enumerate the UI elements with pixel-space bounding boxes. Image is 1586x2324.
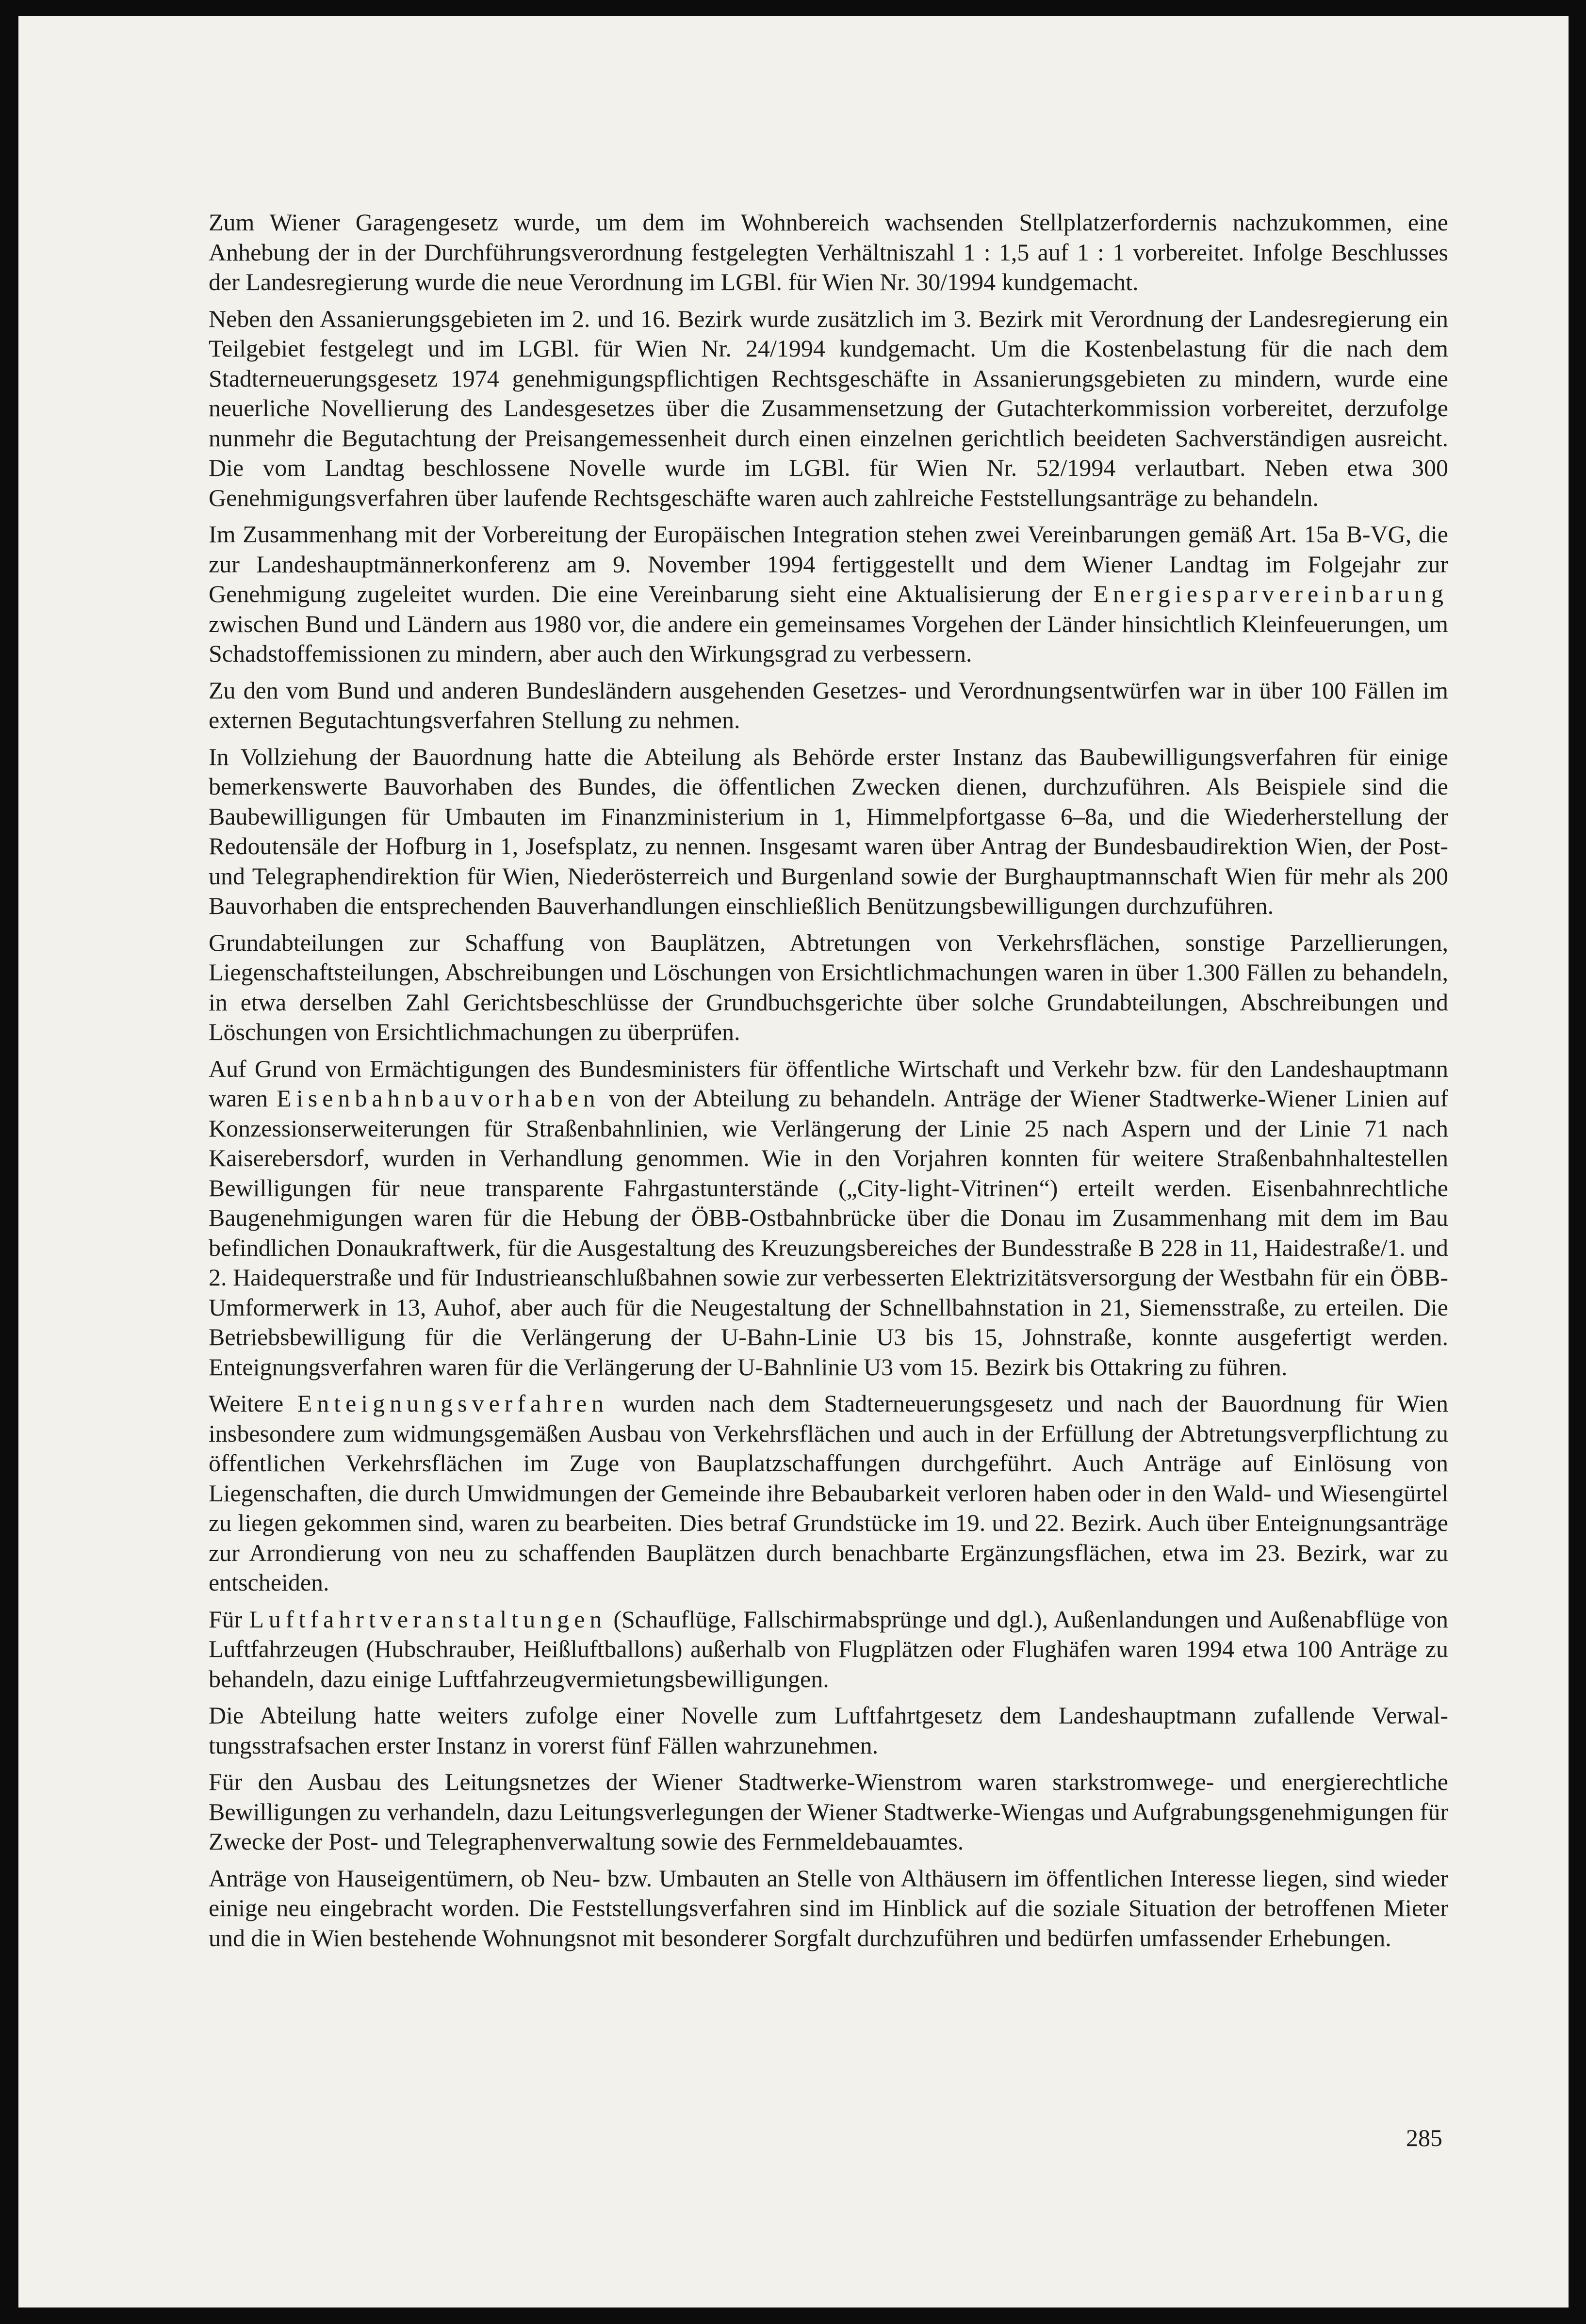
paragraph-eisenbahnbauvorhaben [209, 1054, 1448, 1382]
paragraph-begutachtung: Zu den vom Bund und anderen Bundesländern ausgehenden Gesetzes- und Verordnungsentwürfen war in über 100 Fällen im externen Begutachtungsverfahren Stellung zu nehmen. [209, 676, 1448, 733]
paragraph-hauseigentuemer: Anträge von Hauseigentümern, ob Neu- bzw. Umbauten an Stelle von Althäusern im öffentlichen Interesse liegen, sind wieder einige neu eingebracht worden. Die Feststellungsverfahren sind im Hinblick auf die soziale Situation der betroffenen Mieter und die in Wien bestehende Wohnungsnot mit besonderer Sorgfalt durchzuführen und bedürfen umfassender Erhebungen. [209, 1864, 1448, 1951]
spaced-emphasis: Luftfahrtveranstaltungen [249, 1605, 607, 1633]
paragraph-text: Für [209, 1605, 249, 1633]
spaced-emphasis: Energiesparvereinbarung [1093, 580, 1448, 607]
paragraph-assanierungsgebiete: Neben den Assanierungsgebieten im 2. und 16. Bezirk wurde zusätzlich im 3. Bezirk mit Verordnung der Landesregierung ein Teilgebiet festgelegt und im LGBl. für Wien Nr. 24/1994 kundgemacht. Um die Kostenbelastung für die nach dem Stadterneuerungsgesetz 1974 genehmigungspflichtigen Rechtsgeschäfte in Assanierungsgebieten zu mindern, wurde eine neuerliche Novellierung des Landesgesetzes über die Zusammensetzung der Gutachterkommission vorbereitet, derzufolge nunmehr die Begutachtung der Preisangemessenheit durch einen einzelnen gerichtlich beeideten Sachverständigen ausreicht. Die vom Landtag beschlossene Novelle wurde im LGBl. für Wien Nr. 52/1994 verlautbart. Neben etwa 300 Genehmigungsverfahren über laufende Rechtsgeschäfte waren auch zahlreiche Feststellungsanträge zu behandeln. [209, 305, 1448, 511]
spaced-emphasis: Enteignungsverfahren [297, 1390, 609, 1417]
paragraph-luftfahrtveranstaltungen [209, 1605, 1448, 1694]
paragraph-text: zwischen Bund und Ländern aus 1980 vor, die andere ein gemeinsames Vorgehen der Länder hinsichtlich Kleinfeuerungen, um Schadstoffemissionen zu mindern, aber auch den Wirkungsgrad zu verbessern. [209, 610, 1448, 667]
paragraph-leitungsnetz: Für den Ausbau des Leitungsnetzes der Wiener Stadtwerke-Wienstrom waren starkstromwege- und energierechtliche Bewilligungen zu verhandeln, dazu Leitungsverlegungen der Wiener Stadtwerke-Wiengas und Aufgrabungsgenehmigungen für Zwecke der Post- und Telegraphenverwaltung sowie des Fernmeldebauamtes. [209, 1768, 1448, 1855]
page-number: 285 [1406, 2124, 1442, 2151]
paragraph-text: wurden nach dem Stadterneuerungsgesetz und nach der Bauordnung für Wien insbesondere zum widmungsgemäßen Ausbau von Verkehrsflächen und auch in der Erfüllung der Abtretungsverpflichtung zu öffentlichen Verkehrsflächen im Zuge von Bauplatzschaffungen durchgeführt. Auch Anträge auf Einlösung von Liegenschaften, die durch Umwidmungen der Gemeinde ihre Bebaubarkeit verloren haben oder in den Wald- und Wiesengürtel zu liegen gekommen sind, waren zu bearbeiten. Dies betraf Grundstücke im 19. und 22. Bezirk. Auch über Enteignungsanträge zur Arrondierung von neu zu schaffenden Bauplätzen durch benachbarte Ergänzungsflächen, etwa im 23. Bezirk, war zu entscheiden. [209, 1390, 1449, 1596]
paragraph-text: (Schauflüge, Fallschirmabsprünge und dgl.), Außenlandungen und Außenabflüge von Luftfahrzeugen (Hubschrauber, Heißluftballons) außerhalb von Flugplätzen oder Flughäfen waren 1994 etwa 100 Anträge zu behandeln, dazu einige Luftfahrzeugvermietungsbewilligungen. [209, 1605, 1448, 1692]
paragraph-enteignungsverfahren [209, 1389, 1448, 1598]
document-page [18, 16, 1569, 2308]
paragraph-europaeische-integration [209, 520, 1448, 669]
paragraph-garagengesetz: Zum Wiener Garagengesetz wurde, um dem im Wohnbereich wachsenden Stellplatzerfordernis nachzukommen, eine Anhebung der in der Durchführungsverordnung festgelegten Verhältniszahl 1 : 1,5 auf 1 : 1 vorbereitet. Infolge Beschlusses der Landesregierung wurde die neue Verordnung im LGBl. für Wien Nr. 30/1994 kundgemacht. [209, 209, 1448, 295]
paragraph-text: Auf Grund von Ermächtigungen des Bundesministers für öffentliche Wirtschaft und Verkehr bzw. für den Landeshauptmann waren [209, 1055, 1448, 1112]
paragraph-text: von der Abteilung zu behandeln. Anträge der Wiener Stadtwerke-Wiener Linien auf Konzessionserweiterungen für Straßenbahnlinien, wie Verlängerung der Linie 25 nach Aspern und der Linie 71 nach Kaiserebersdorf, wurden in Verhandlung genommen. Wie in den Vorjahren konnten für weitere Straßenbahnhaltestellen Bewilligungen für neue transparente Fahrgastunterstände („City-light-Vitrinen“) erteilt werden. Eisenbahnrechtliche Baugenehmigungen waren für die Hebung der ÖBB-Ostbahnbrücke über die Donau im Zusammenhang mit dem im Bau befindlichen Donaukraftwerk, für die Ausgestaltung des Kreuzungsbereiches der Bundesstraße B 228 in 11, Haidestraße/1. und 2. Haidequerstraße und für Industrieanschlußbahnen sowie zur verbesserten Elektrizitätsversorgung der Westbahn für ein ÖBB-Umformerwerk in 13, Auhof, aber auch für die Neugestaltung der Schnellbahnstation in 21, Siemensstraße, zu erteilen. Die Betriebsbewilligung für die Verlängerung der U-Bahn-Linie U3 bis 15, Johnstraße, konnte ausgefertigt werden. Enteignungsverfahren waren für die Verlängerung der U-Bahnlinie U3 vom 15. Bezirk bis Ottakring zu führen. [209, 1085, 1448, 1381]
paragraph-text: Im Zusammenhang mit der Vorbereitung der Europäischen Integration stehen zwei Vereinbarungen gemäß Art. 15a B-VG, die zur Landeshauptmännerkonferenz am 9. November 1994 fertiggestellt und dem Wiener Landtag im Folgejahr zur Genehmigung zugeleitet wurden. Die eine Vereinbarung sieht eine Aktualisierung der [209, 520, 1448, 607]
paragraph-text: Weitere [209, 1390, 297, 1417]
paragraph-bauordnung: In Vollziehung der Bauordnung hatte die Abteilung als Behörde erster Instanz das Baubewilligungsverfahren für einige bemerkenswerte Bauvorhaben des Bundes, die öffentlichen Zwecken dienen, durchzuführen. Als Beispiele sind die Baubewilligungen für Umbauten im Finanzministerium in 1, Himmelpfortgasse 6–8a, und die Wiederherstellung der Redoutensäle der Hofburg in 1, Josefsplatz, zu nennen. Insgesamt waren über Antrag der Bundesbaudirektion Wien, der Post- und Telegraphendirektion für Wien, Niederösterreich und Burgenland sowie der Burghauptmannschaft Wien für mehr als 200 Bauvorhaben die entsprechenden Bauverhandlungen einschließlich Benützungsbewilligungen durchzuführen. [209, 743, 1448, 919]
spaced-emphasis: Eisenbahnbauvorhaben [277, 1085, 600, 1112]
paragraph-grundabteilungen: Grundabteilungen zur Schaffung von Bauplätzen, Abtretungen von Verkehrsflächen, sonstige Parzellierungen, Liegenschaftsteilungen, Abschreibungen und Löschungen von Ersichtlichmachungen waren in über 1.300 Fällen zu behandeln, in etwa derselben Zahl Gerichtsbeschlüsse der Grundbuchsgerichte über solche Grundabteilungen, Abschreibungen und Löschungen von Ersichtlichmachungen zu überprüfen. [209, 928, 1448, 1045]
paragraph-verwaltungsstrafsachen: Die Abteilung hatte weiters zufolge einer Novelle zum Luftfahrtgesetz dem Landeshauptmann zufallende Verwaltungsstrafsachen erster Instanz in vorerst fünf Fällen wahrzunehmen. [209, 1702, 1448, 1759]
body-text [209, 208, 1448, 1960]
